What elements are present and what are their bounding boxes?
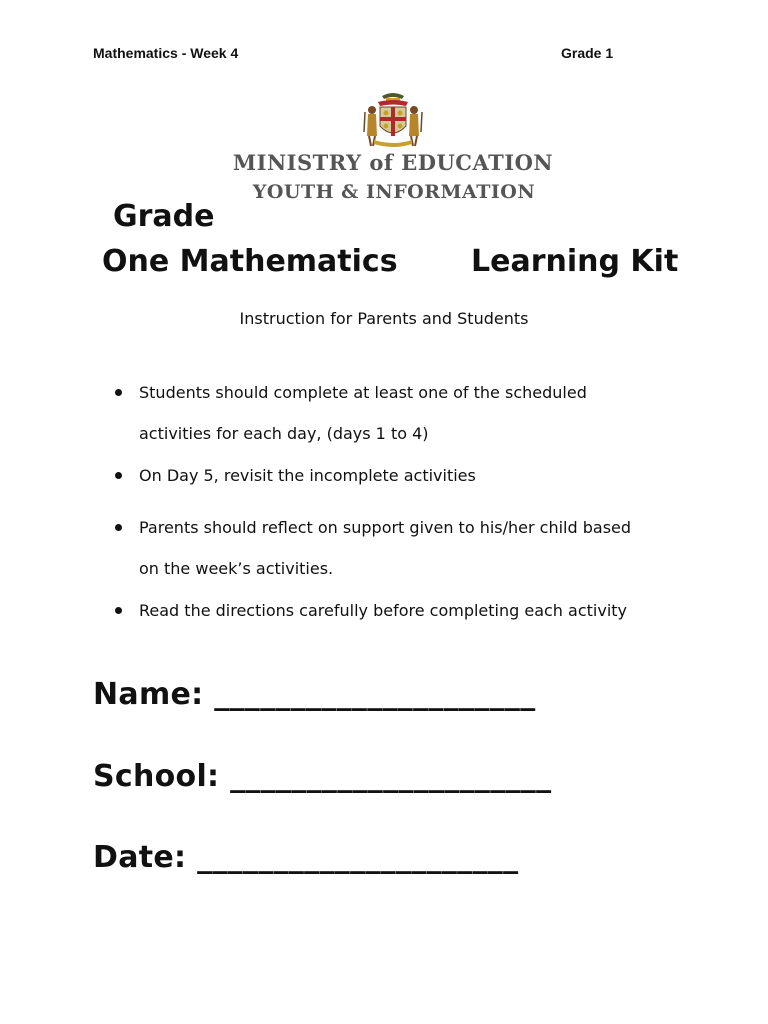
title-learning-kit: Learning Kit (471, 244, 679, 279)
header-grade: Grade 1 (561, 45, 614, 61)
jamaica-coat-of-arms-icon (360, 88, 426, 148)
bullet-icon (115, 524, 122, 531)
list-item-text: Read the directions carefully before completing each activity (139, 601, 628, 620)
bullet-icon (115, 389, 122, 396)
title-one-mathematics: One Mathematics (102, 244, 398, 279)
list-item-text: Students should complete at least one of the scheduled (139, 383, 587, 402)
name-field[interactable]: Name: _____________________ (93, 677, 536, 712)
school-field[interactable]: School: _____________________ (93, 759, 552, 794)
header-subject-week: Mathematics - Week 4 (93, 45, 239, 61)
instruction-heading: Instruction for Parents and Students (239, 309, 529, 328)
ministry-name-line-2: YOUTH & INFORMATION (252, 181, 536, 203)
list-item-text: Parents should reflect on support given to his/her child based (139, 518, 632, 537)
list-item-text: activities for each day, (days 1 to 4) (139, 424, 429, 443)
date-field[interactable]: Date: _____________________ (93, 840, 519, 875)
ministry-name-line-1: MINISTRY of EDUCATION (232, 150, 554, 175)
title-grade: Grade (113, 199, 215, 234)
list-item-text: On Day 5, revisit the incomplete activities (139, 466, 476, 485)
bullet-icon (115, 607, 122, 614)
list-item-text: on the week’s activities. (139, 559, 334, 578)
bullet-icon (115, 472, 122, 479)
